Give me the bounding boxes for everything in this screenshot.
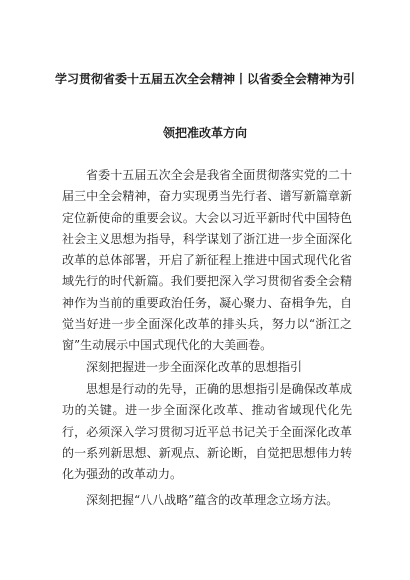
- body-paragraph-1: 省委十五届五次全会是我省全面贯彻落实党的二十届三中全会精神，奋力实现勇当先行者、谱写新篇章新定位新使命的重要会议。大会以习近平新时代中国特色社会主义思想为指导，科学谋划了浙江进一步全面深化改革的总体部署，开启了新征程上推进中国式现代化省域先行的时代新篇。我们要把深入学习贯彻省委全会精神作为当前的重要政治任务，凝心聚力、奋楫争先，自觉当好进一步全面深化改革的排头兵，努力以“浙江之窗”生动展示中国式现代化的大美画卷。: [62, 168, 352, 353]
- document-title-line-1: 学习贯彻省委十五届五次全会精神丨以省委全会精神为引: [54, 72, 355, 86]
- document-title-line-2: 领把准改革方向: [162, 126, 247, 140]
- section-heading-2: 深刻把握“八八战略”蕴含的改革理念立场方法。: [86, 493, 339, 507]
- body-paragraph-2: 思想是行动的先导，正确的思想指引是确保改革成功的关键。进一步全面深化改革、推动省域现代化先行，必须深入学习贯彻习近平总书记关于全面深化改革的一系列新思想、新观点、新论断，自觉把思想伟力转化为强劲的改革动力。: [62, 382, 352, 482]
- section-heading-1: 深刻把握进一步全面深化改革的思想指引: [86, 360, 303, 374]
